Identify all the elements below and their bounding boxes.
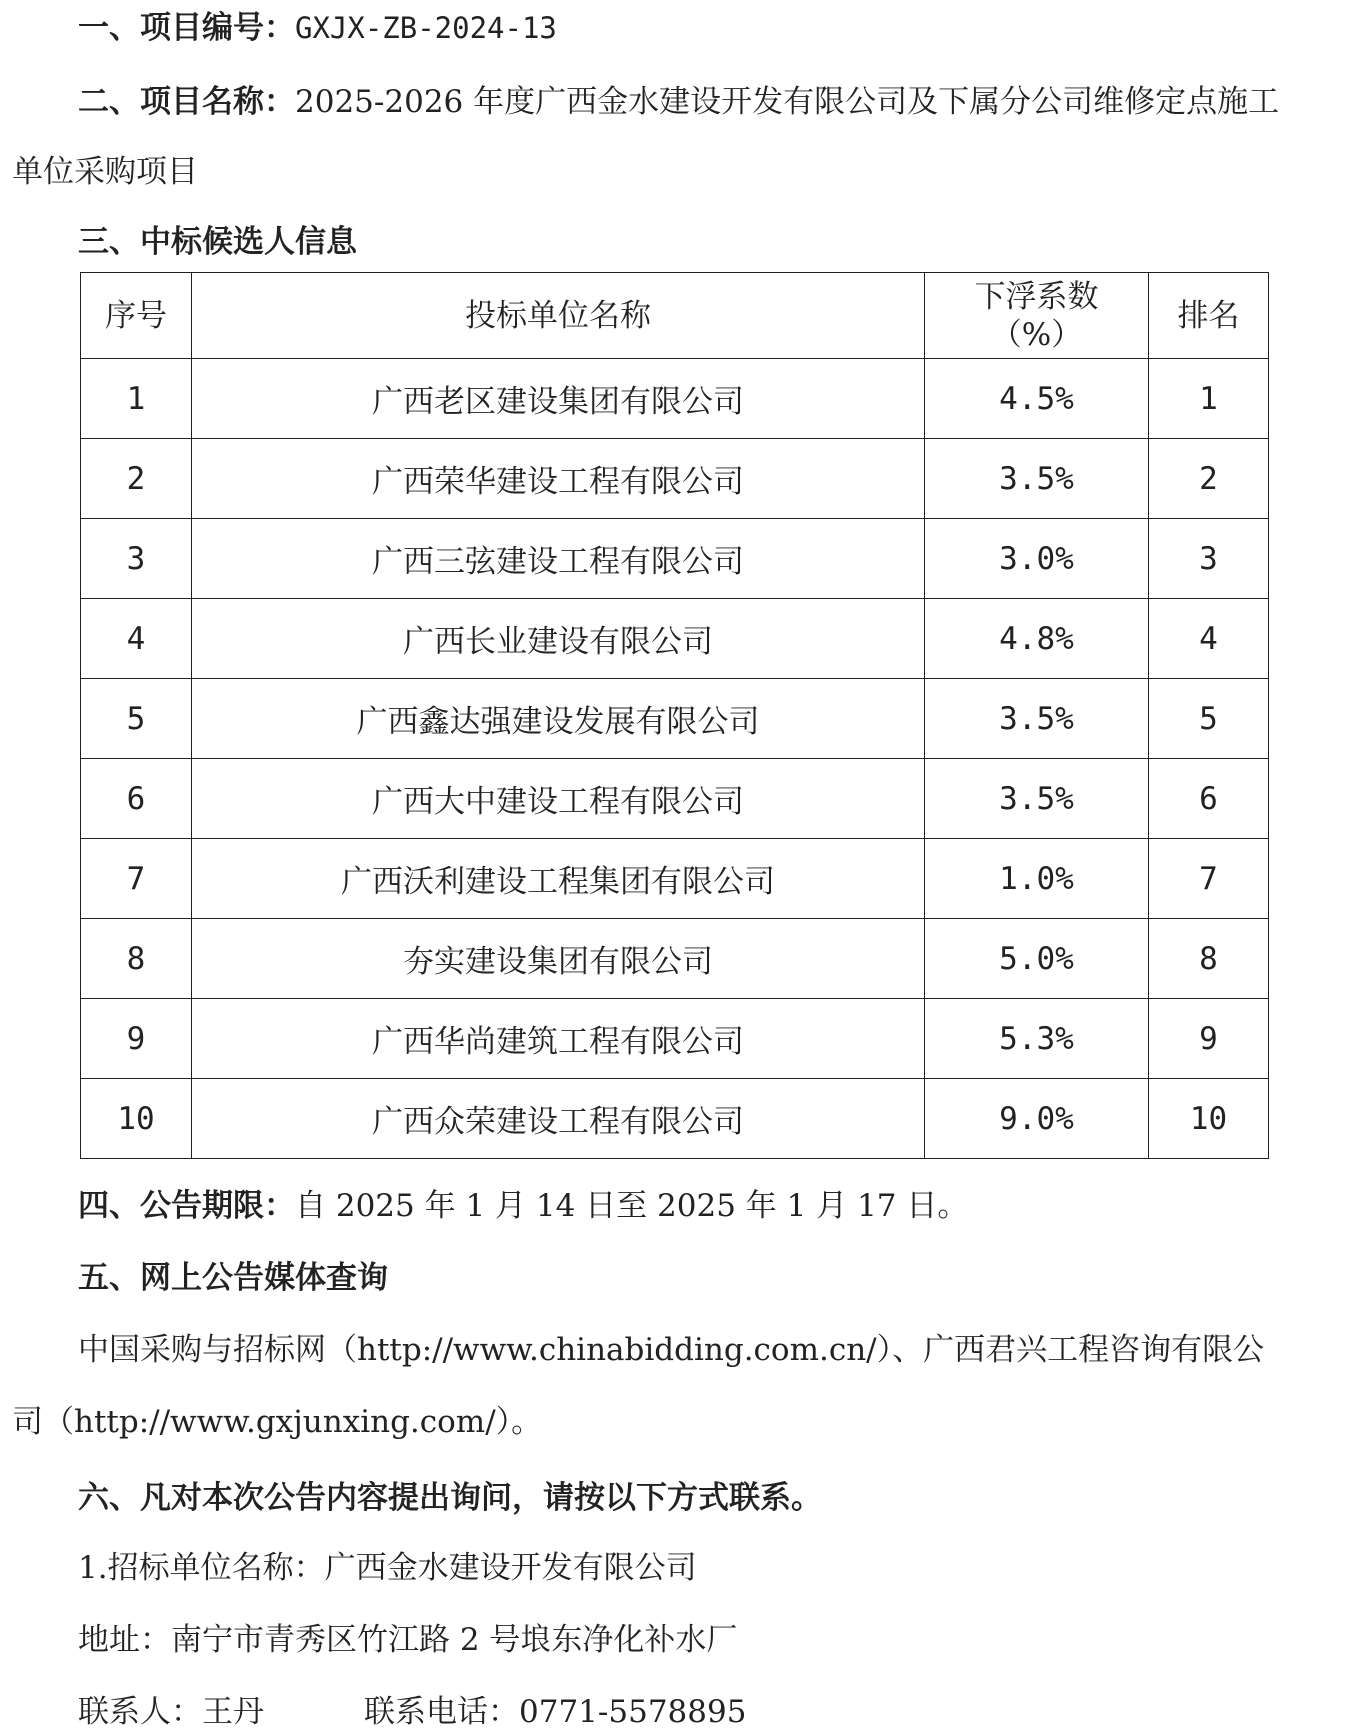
row-rank: 7 bbox=[1149, 839, 1269, 919]
project-name-continuation: 单位采购项目 bbox=[12, 154, 198, 190]
row-company-name: 广西沃利建设工程集团有限公司 bbox=[192, 839, 925, 919]
contact-line bbox=[78, 1692, 1338, 1732]
row-discount-rate: 3.0% bbox=[925, 519, 1149, 599]
project-number-line bbox=[78, 8, 1338, 48]
table-row bbox=[81, 999, 1269, 1079]
candidates-table bbox=[80, 272, 1269, 1159]
row-company-name: 广西荣华建设工程有限公司 bbox=[192, 439, 925, 519]
row-index: 10 bbox=[81, 1079, 192, 1159]
notice-period-value: 自 2025 年 1 月 14 日至 2025 年 1 月 17 日。 bbox=[295, 1188, 969, 1224]
row-rank: 6 bbox=[1149, 759, 1269, 839]
tender-unit-line: 1.招标单位名称：广西金水建设开发有限公司 bbox=[78, 1550, 697, 1586]
row-rank: 10 bbox=[1149, 1079, 1269, 1159]
row-rank: 4 bbox=[1149, 599, 1269, 679]
row-index: 2 bbox=[81, 439, 192, 519]
row-company-name: 广西长业建设有限公司 bbox=[192, 599, 925, 679]
address-line: 地址：南宁市青秀区竹江路 2 号埌东净化补水厂 bbox=[78, 1622, 738, 1658]
table-row bbox=[81, 679, 1269, 759]
row-rank: 2 bbox=[1149, 439, 1269, 519]
table-row bbox=[81, 519, 1269, 599]
online-media-text-line2: 司（http://www.gxjunxing.com/）。 bbox=[12, 1404, 543, 1440]
contact-person: 联系人：王丹 bbox=[78, 1694, 264, 1730]
row-discount-rate: 5.0% bbox=[925, 919, 1149, 999]
row-rank: 9 bbox=[1149, 999, 1269, 1079]
row-discount-rate: 9.0% bbox=[925, 1079, 1149, 1159]
header-discount-rate-unit: （%） bbox=[990, 316, 1083, 353]
row-company-name: 广西华尚建筑工程有限公司 bbox=[192, 999, 925, 1079]
row-discount-rate: 3.5% bbox=[925, 759, 1149, 839]
row-index: 7 bbox=[81, 839, 192, 919]
online-media-heading: 五、网上公告媒体查询 bbox=[78, 1260, 388, 1296]
table-row bbox=[81, 439, 1269, 519]
online-media-text-line1: 中国采购与招标网（http://www.chinabidding.com.cn/）、广西君兴工程咨询有限公 bbox=[78, 1332, 1265, 1368]
row-company-name: 广西三弦建设工程有限公司 bbox=[192, 519, 925, 599]
header-discount-rate-title: 下浮系数 bbox=[974, 278, 1099, 315]
row-company-name: 广西众荣建设工程有限公司 bbox=[192, 1079, 925, 1159]
row-discount-rate: 3.5% bbox=[925, 679, 1149, 759]
row-discount-rate: 3.5% bbox=[925, 439, 1149, 519]
row-index: 8 bbox=[81, 919, 192, 999]
row-index: 3 bbox=[81, 519, 192, 599]
project-name-value: 2025-2026 年度广西金水建设开发有限公司及下属分公司维修定点施工 bbox=[295, 84, 1280, 120]
project-name-line bbox=[78, 82, 1338, 122]
row-rank: 1 bbox=[1149, 359, 1269, 439]
table-row bbox=[81, 1079, 1269, 1159]
row-discount-rate: 4.8% bbox=[925, 599, 1149, 679]
row-company-name: 夯实建设集团有限公司 bbox=[192, 919, 925, 999]
notice-period-line bbox=[78, 1186, 1338, 1226]
project-number-value: GXJX-ZB-2024-13 bbox=[295, 11, 557, 45]
notice-period-label: 四、公告期限： bbox=[78, 1188, 295, 1224]
table-row bbox=[81, 919, 1269, 999]
header-company-name: 投标单位名称 bbox=[192, 273, 925, 359]
row-discount-rate: 5.3% bbox=[925, 999, 1149, 1079]
contact-phone: 联系电话：0771-5578895 bbox=[364, 1694, 747, 1730]
row-index: 9 bbox=[81, 999, 192, 1079]
inquiry-heading: 六、凡对本次公告内容提出询问，请按以下方式联系。 bbox=[78, 1480, 822, 1516]
header-discount-rate bbox=[925, 273, 1149, 359]
row-index: 5 bbox=[81, 679, 192, 759]
row-index: 6 bbox=[81, 759, 192, 839]
table-header-row bbox=[81, 273, 1269, 359]
table-row bbox=[81, 839, 1269, 919]
header-index: 序号 bbox=[81, 273, 192, 359]
table-row bbox=[81, 359, 1269, 439]
table-row bbox=[81, 599, 1269, 679]
row-index: 4 bbox=[81, 599, 192, 679]
project-name-label: 二、项目名称： bbox=[78, 84, 295, 120]
row-company-name: 广西老区建设集团有限公司 bbox=[192, 359, 925, 439]
project-number-label: 一、项目编号： bbox=[78, 10, 295, 46]
row-discount-rate: 4.5% bbox=[925, 359, 1149, 439]
row-index: 1 bbox=[81, 359, 192, 439]
header-rank: 排名 bbox=[1149, 273, 1269, 359]
row-rank: 8 bbox=[1149, 919, 1269, 999]
row-company-name: 广西鑫达强建设发展有限公司 bbox=[192, 679, 925, 759]
row-rank: 3 bbox=[1149, 519, 1269, 599]
row-discount-rate: 1.0% bbox=[925, 839, 1149, 919]
table-row bbox=[81, 759, 1269, 839]
row-company-name: 广西大中建设工程有限公司 bbox=[192, 759, 925, 839]
row-rank: 5 bbox=[1149, 679, 1269, 759]
candidates-heading: 三、中标候选人信息 bbox=[78, 224, 357, 260]
